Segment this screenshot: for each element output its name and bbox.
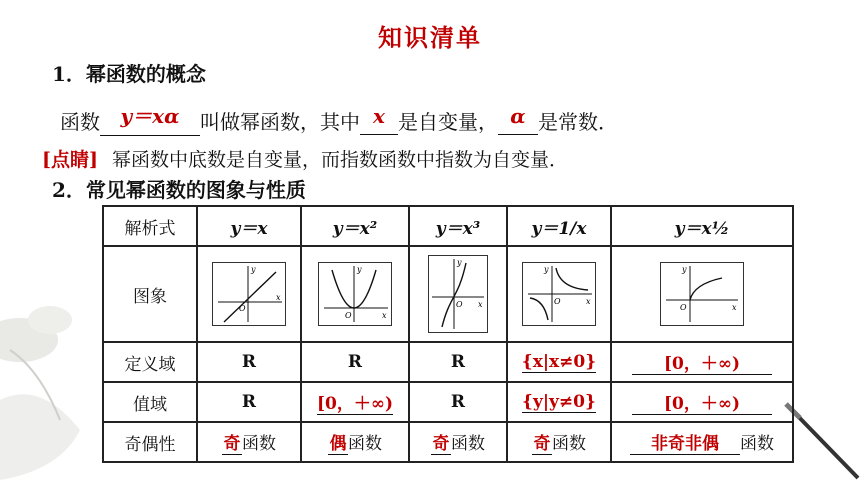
definition-prefix: 函数 bbox=[60, 110, 100, 134]
formula-cell: y＝1/x bbox=[507, 206, 611, 246]
table-row-formula bbox=[103, 206, 793, 246]
graph-cell bbox=[301, 246, 409, 342]
parity-suffix: 函数 bbox=[552, 434, 586, 454]
graph-label-x: x bbox=[586, 297, 591, 306]
power-function-table bbox=[102, 205, 794, 463]
formula-cell: y＝x³ bbox=[409, 206, 507, 246]
formula-cell: y＝x bbox=[197, 206, 301, 246]
answer-3: α bbox=[510, 104, 526, 128]
definition-line bbox=[60, 106, 618, 136]
parity-answer: 奇 bbox=[222, 429, 242, 455]
graph-label-x: x bbox=[732, 303, 737, 312]
table-row-range bbox=[103, 382, 793, 422]
row-header-parity: 奇偶性 bbox=[103, 422, 197, 462]
parity-cell bbox=[507, 422, 611, 462]
answer-1: y＝xα bbox=[120, 104, 180, 128]
graph-label-y: y bbox=[544, 265, 549, 274]
key-point-text: 幂函数中底数是自变量，而指数函数中指数为自变量． bbox=[111, 149, 568, 171]
row-header-range: 值域 bbox=[103, 382, 197, 422]
parity-suffix: 函数 bbox=[740, 434, 774, 454]
domain-answer: [0，＋∞) bbox=[632, 349, 772, 375]
graph-y-eq-x bbox=[212, 262, 286, 326]
table-row-domain bbox=[103, 342, 793, 382]
graph-cell bbox=[197, 246, 301, 342]
answer-2: x bbox=[373, 104, 385, 128]
domain-cell: R bbox=[301, 342, 409, 382]
graph-y-eq-x-cubed bbox=[428, 255, 488, 333]
parity-answer: 偶 bbox=[328, 429, 348, 455]
graph-label-x: x bbox=[382, 311, 387, 320]
page-title: 知识清单 bbox=[378, 23, 482, 52]
range-answer: [0，＋∞) bbox=[317, 389, 393, 415]
parity-suffix: 函数 bbox=[242, 434, 276, 454]
parity-cell bbox=[197, 422, 301, 462]
graph-label-y: y bbox=[357, 265, 362, 274]
section2-heading: 2．常见幂函数的图象与性质 bbox=[52, 178, 306, 202]
range-answer: [0，＋∞) bbox=[632, 389, 772, 415]
graph-y-eq-sqrt bbox=[660, 262, 744, 326]
graph-y-eq-x-squared bbox=[318, 262, 392, 326]
formula-cell: y＝x½ bbox=[611, 206, 793, 246]
parity-cell bbox=[611, 422, 793, 462]
graph-cell bbox=[507, 246, 611, 342]
graph-label-y: y bbox=[682, 265, 687, 274]
parity-suffix: 函数 bbox=[451, 434, 485, 454]
definition-suffix: 是常数． bbox=[538, 110, 618, 134]
graph-label-origin: O bbox=[239, 304, 246, 313]
definition-middle-1: 叫做幂函数，其中 bbox=[200, 110, 360, 134]
parity-suffix: 函数 bbox=[348, 434, 382, 454]
key-point-note bbox=[42, 145, 568, 172]
graph-label-origin: O bbox=[456, 300, 463, 309]
answer-blank-1 bbox=[100, 106, 200, 136]
parity-answer: 奇 bbox=[431, 429, 451, 455]
row-header-domain: 定义域 bbox=[103, 342, 197, 382]
parity-answer: 奇 bbox=[532, 429, 552, 455]
graph-label-origin: O bbox=[345, 311, 352, 320]
domain-answer: {x|x≠0} bbox=[521, 351, 597, 372]
graph-label-y: y bbox=[457, 258, 462, 267]
formula-cell: y＝x² bbox=[301, 206, 409, 246]
graph-cell bbox=[409, 246, 507, 342]
table-row-parity bbox=[103, 422, 793, 462]
parity-cell bbox=[409, 422, 507, 462]
graph-cell bbox=[611, 246, 793, 342]
row-header-formula: 解析式 bbox=[103, 206, 197, 246]
graph-y-eq-reciprocal bbox=[522, 262, 596, 326]
graph-label-origin: O bbox=[680, 303, 687, 312]
range-answer-cell bbox=[507, 382, 611, 422]
answer-blank-3 bbox=[498, 104, 538, 135]
range-answer-cell bbox=[611, 382, 793, 422]
section1-heading: 1．幂函数的概念 bbox=[52, 62, 206, 86]
row-header-graph: 图象 bbox=[103, 246, 197, 342]
parity-answer: 非奇非偶 bbox=[630, 429, 740, 455]
graph-label-x: x bbox=[276, 293, 281, 302]
graph-label-origin: O bbox=[554, 297, 561, 306]
graph-label-x: x bbox=[478, 300, 483, 309]
domain-answer-cell bbox=[611, 342, 793, 382]
parity-cell bbox=[301, 422, 409, 462]
range-cell: R bbox=[197, 382, 301, 422]
range-answer: {y|y≠0} bbox=[522, 391, 596, 412]
range-answer-cell bbox=[301, 382, 409, 422]
answer-blank-2 bbox=[360, 104, 398, 135]
domain-cell: R bbox=[197, 342, 301, 382]
domain-cell: R bbox=[409, 342, 507, 382]
definition-middle-2: 是自变量， bbox=[398, 110, 498, 134]
key-point-tag: [点睛] bbox=[42, 149, 98, 171]
range-cell: R bbox=[409, 382, 507, 422]
domain-answer-cell bbox=[507, 342, 611, 382]
graph-label-y: y bbox=[251, 265, 256, 274]
table-row-graph bbox=[103, 246, 793, 342]
